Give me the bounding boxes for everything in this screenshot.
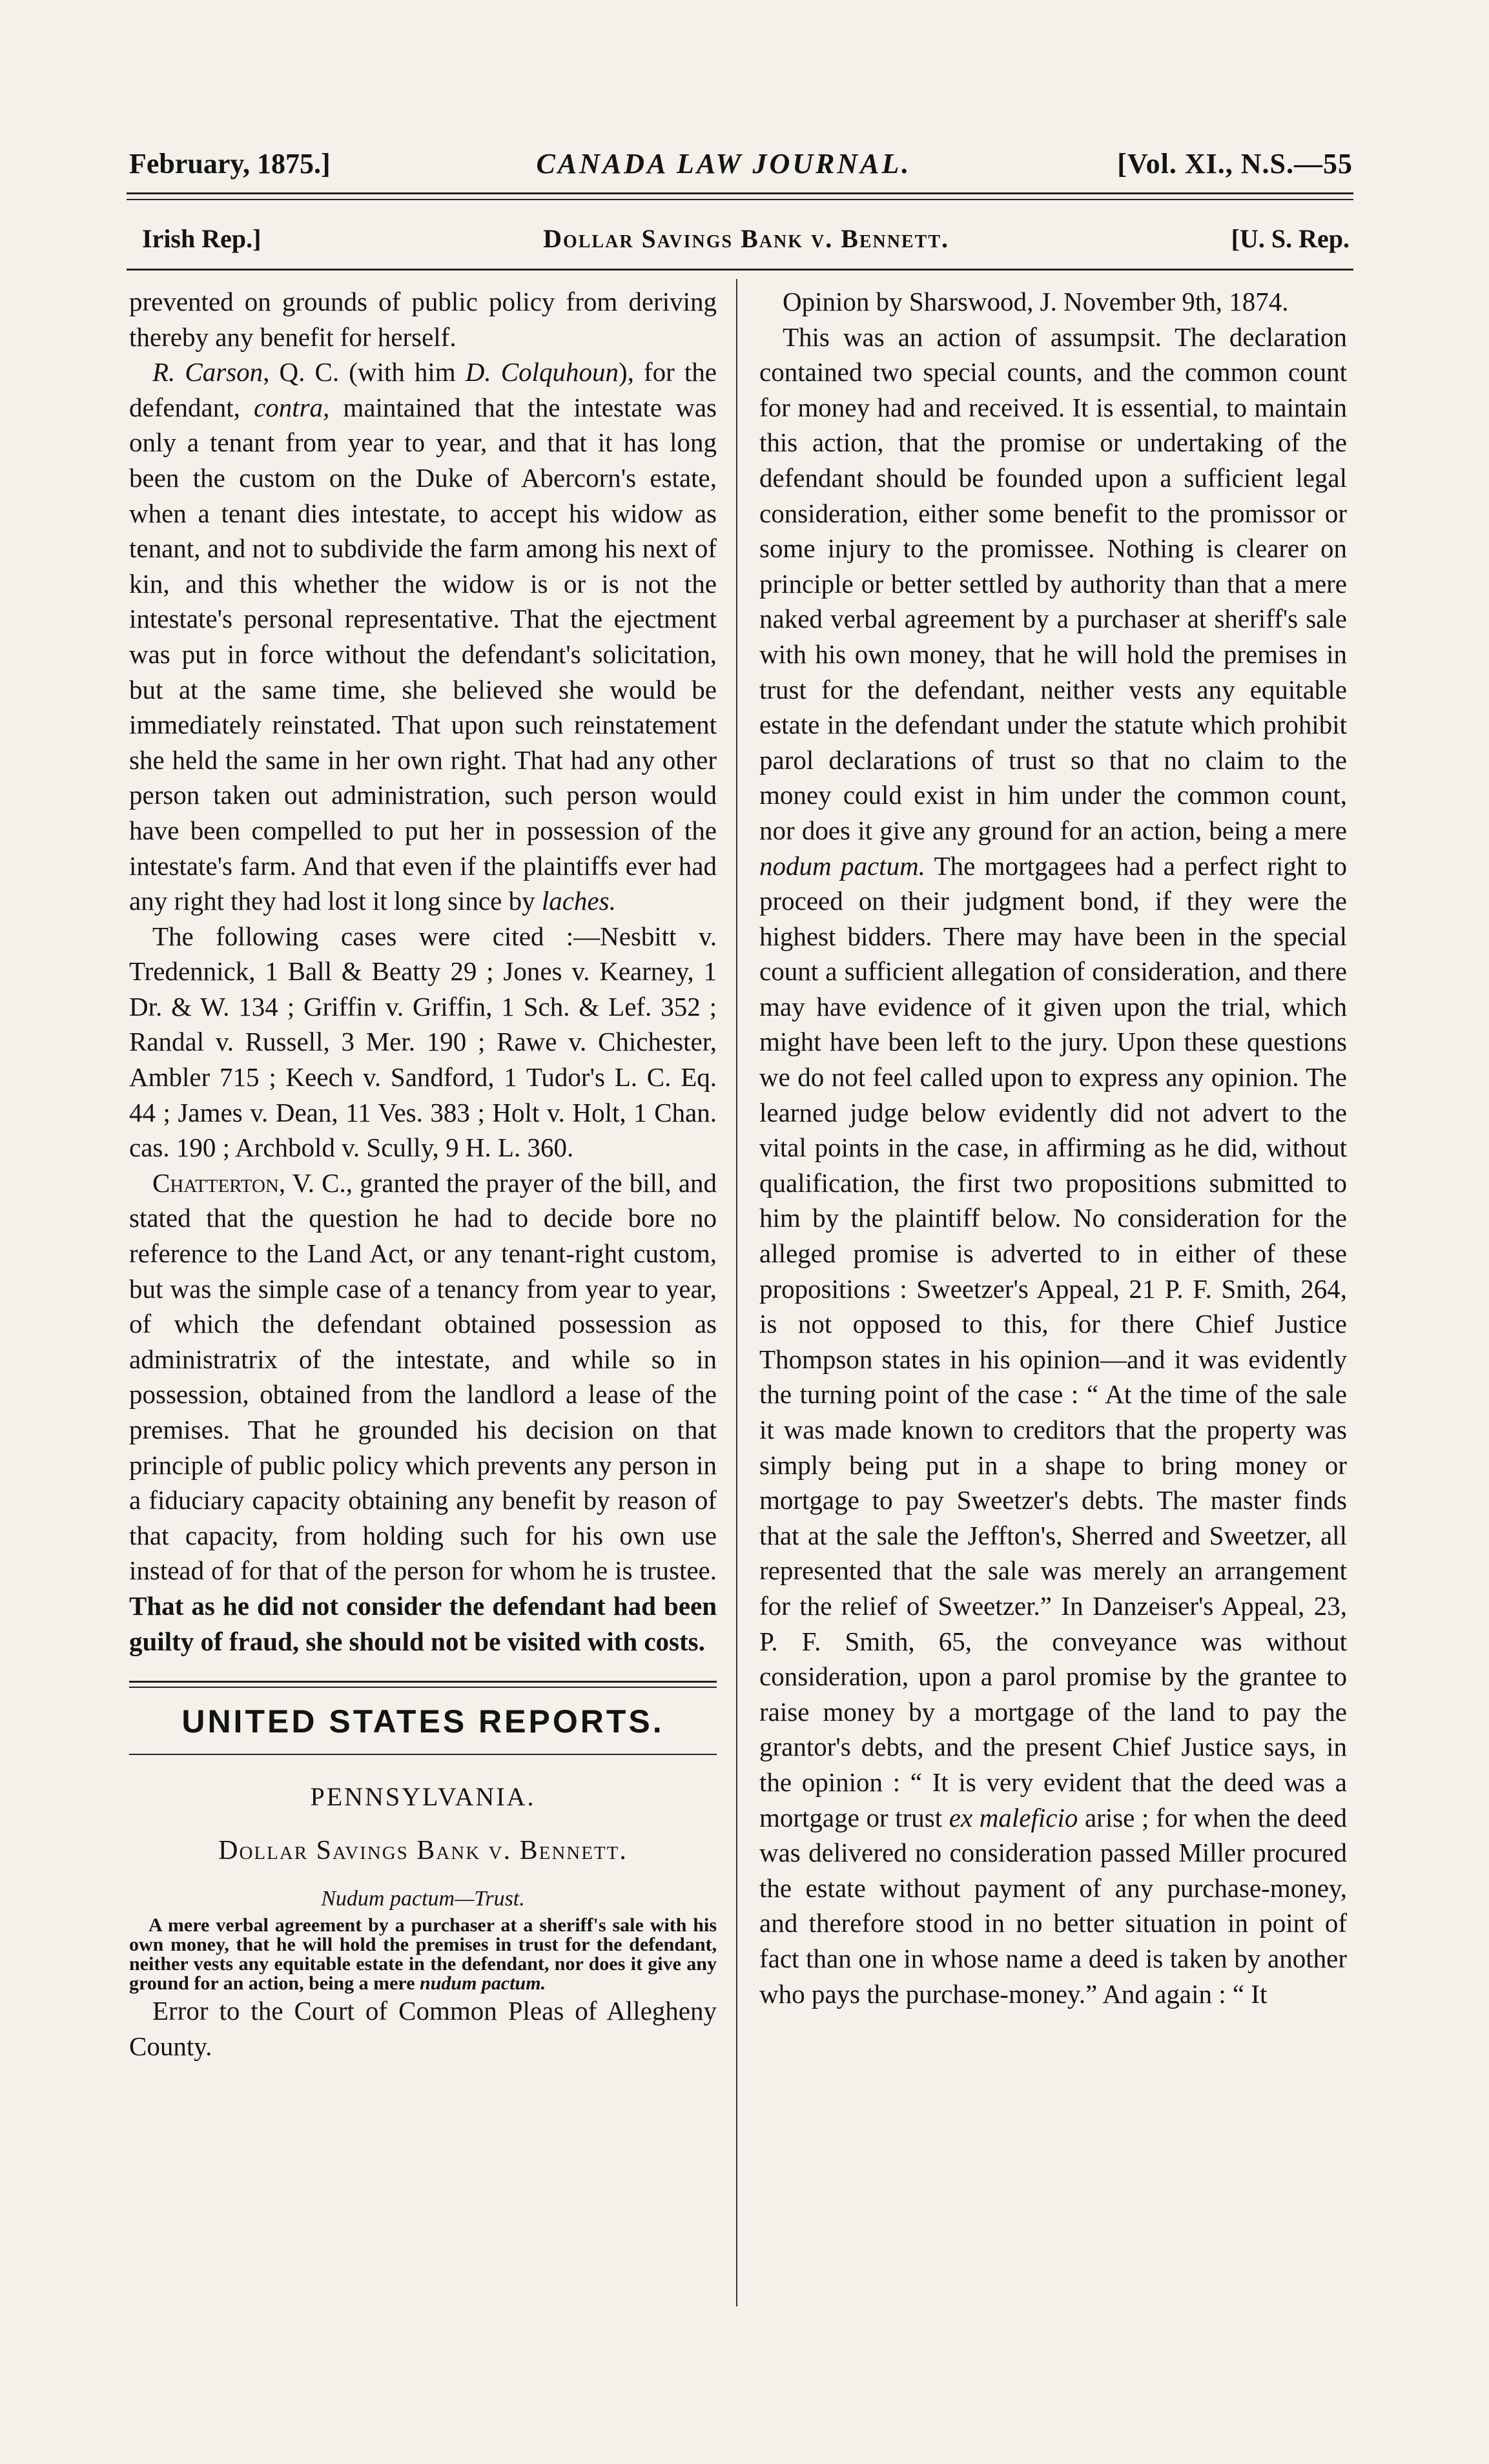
headnote xyxy=(129,1916,717,1993)
case-header-title: Dollar Savings Bank v. Bennett. xyxy=(543,223,950,253)
text-run: ex maleficio xyxy=(949,1802,1078,1833)
error-line: Error to the Court of Common Pleas of Allegheny County. xyxy=(129,1996,717,2061)
paragraph: prevented on grounds of public policy from deriving thereby any benefit for herself. xyxy=(129,287,717,352)
text-run: nudum pactum. xyxy=(420,1973,546,1995)
text-run: laches. xyxy=(541,886,616,916)
counsel-name: R. Carson xyxy=(152,357,263,387)
paragraph-cases-cited: The following cases were cited :—Nesbitt v. Tredennick, 1 Ball & Beatty 29 ; Jones v. Kearney, 1 Dr. & W. 134 ; Griffin v. Griffin, 1 Sch. & Lef. 352 ; Randal v. Russell, 3 Mer. 190 ; Rawe v. Chichester, Ambler 715 ; Keech v. Sandford, 1 Tudor's L. C. Eq. 44 ; James v. Dean, 11 Ves. 383 ; Holt v. Holt, 1 Chan. cas. 190 ; Archbold v. Scully, 9 H. L. 360. xyxy=(129,921,717,1163)
running-head xyxy=(129,141,1353,186)
case-header-left: Irish Rep.] xyxy=(142,223,262,253)
judge-name: Chatterton xyxy=(152,1167,279,1198)
case-header-right: [U. S. Rep. xyxy=(1231,223,1350,253)
text-run: nodum pactum. xyxy=(759,850,925,881)
opinion-by: Opinion by Sharswood, J. November 9th, 1874. xyxy=(783,287,1289,316)
volume-page: [Vol. XI., N.S.—55 xyxy=(1117,147,1353,180)
paragraph-counsel xyxy=(129,354,717,919)
text-run: maintained that the intestate was only a tenant from year to year, and that it has long been the custom on the Duke of Abercorn's estate, when a tenant dies intestate, to accept his widow as tenant, and not to subdivide the farm among his next of kin, and this whether the widow is or is not the intestate's personal representative. That the ejectment was put in force without the defendant's solicitation, but at the same time, she believed she would be immediately reinstated. That upon such reinstatement she held the same in her own right. That had any other person taken out administration, such person would have been compelled to put her in possession of the intestate's farm. And that even if the plaintiffs ever had any right they had lost it long since by xyxy=(129,392,717,916)
column-divider xyxy=(736,279,737,2306)
header-rule-thin xyxy=(127,199,1353,200)
section-rule-thin xyxy=(129,1687,717,1688)
state-heading: PENNSYLVANIA. xyxy=(310,1782,536,1812)
headnote-title: Nudum pactum—Trust. xyxy=(321,1887,525,1911)
case-header-rule xyxy=(127,269,1353,271)
text-run: The mortgagees had a perfect right to proceed on their judgment bond, if they were the highest bidders. There may have been in the special count a sufficient allegation of consideration, and there may have evidence of it given upon the trial, which might have been left to the jury. Upon these questions we do not feel called upon to express any opinion. The learned judge below evidently did not advert to the vital points in the case, in affirming as he did, without qualification, the first two propositions submitted to him by the plaintiff below. No consideration for the alleged promise is adverted to in either of these propositions : Sweetzer's Appeal, 21 P. F. Smith, 264, is not opposed to this, for there Chief Justice Thompson states in his opinion—and it was evidently the turning point of the case : “ At the time of the sale it was made known to creditors that the property was simply being put in a shape to bring money or mortgage to pay Sweetzer's debts. The master finds that at the sale the Jeffton's, Sherred and Sweetzer, all represented that the sale was merely an arrangement for the relief of Sweetzer.” In Danzeiser's Appeal, 23, P. F. Smith, 65, the conveyance was without consideration, upon a parol promise by the grantee to raise money by a mortgage of the land to pay the grantor's debts, and the present Chief Justice says, in the opinion : “ It is very evident that the deed was a mortgage or trust xyxy=(759,850,1348,1833)
case-name: Dollar Savings Bank v. Bennett. xyxy=(218,1835,628,1865)
section-rule xyxy=(129,1681,717,1683)
text-run: This was an action of assumpsit. The declaration contained two special counts, and the common count for money had and received. It is essential, to maintain this action, that the promise or undertaking of the defendant should be founded upon a sufficient legal consideration, either some benefit to the promissor or some injury to the promissee. Nothing is clearer on principle or better settled by authority than that a mere naked verbal agreement by a purchaser at sheriff's sale with his own money, that he will hold the premises in trust for the defendant, neither vests any equitable estate in the defendant under the statute which prohibit parol declarations of trust so that no claim to the money could exist in him under the common count, nor does it give any ground for an action, being a mere xyxy=(759,322,1347,845)
text-run: , V. C., granted the prayer of the bill, and stated that the question he had to decide bore no reference to the Land Act, or any tenant-right custom, but was the simple case of a tenancy from year to year, of which the defendant obtained possession as administratrix of the intestate, and while so in possession, obtained from the landlord a lease of the premises. That he grounded his decision on that principle of public policy which prevents any person in a fiduciary capacity obtaining any benefit by reason of that capacity, from holding such for his own use instead of for that of the person for whom he is trustee. xyxy=(129,1167,717,1586)
issue-date: February, 1875.] xyxy=(129,147,331,180)
text-run: arise ; for when the deed was delivered no consideration passed Miller procured the estate without payment of any purchase-money, and therefore stood in no better situation in point of fact than one in whose name a deed is taken by another who pays the purchase-money.” And again : “ It xyxy=(759,1802,1347,2009)
paragraph-opinion xyxy=(759,320,1347,2012)
text-run: ), for the defendant, xyxy=(129,357,717,422)
paragraph-judgment xyxy=(129,1165,717,1659)
counsel-name: D. Colquhoun xyxy=(465,357,619,387)
text-run: contra, xyxy=(254,392,330,422)
text-run: That as he did not consider the defendant had been guilty of fraud, she should not be visited with costs. xyxy=(129,1590,717,1656)
journal-title: CANADA LAW JOURNAL. xyxy=(536,147,912,180)
right-column xyxy=(759,284,1347,2011)
case-header xyxy=(142,216,1350,261)
header-rule xyxy=(127,192,1353,194)
section-rule-bottom xyxy=(129,1754,717,1755)
text-run: , Q. C. (with him xyxy=(263,357,466,387)
section-title: UNITED STATES REPORTS. xyxy=(181,1703,664,1740)
left-column xyxy=(129,284,717,2064)
text-run: A mere verbal agreement by a purchaser at a sheriff's sale with his own money, that he will hold the premises in trust for the defendant, neither vests any equitable estate in the defendant, nor does it give any ground for an action, being a mere xyxy=(129,1915,717,1995)
